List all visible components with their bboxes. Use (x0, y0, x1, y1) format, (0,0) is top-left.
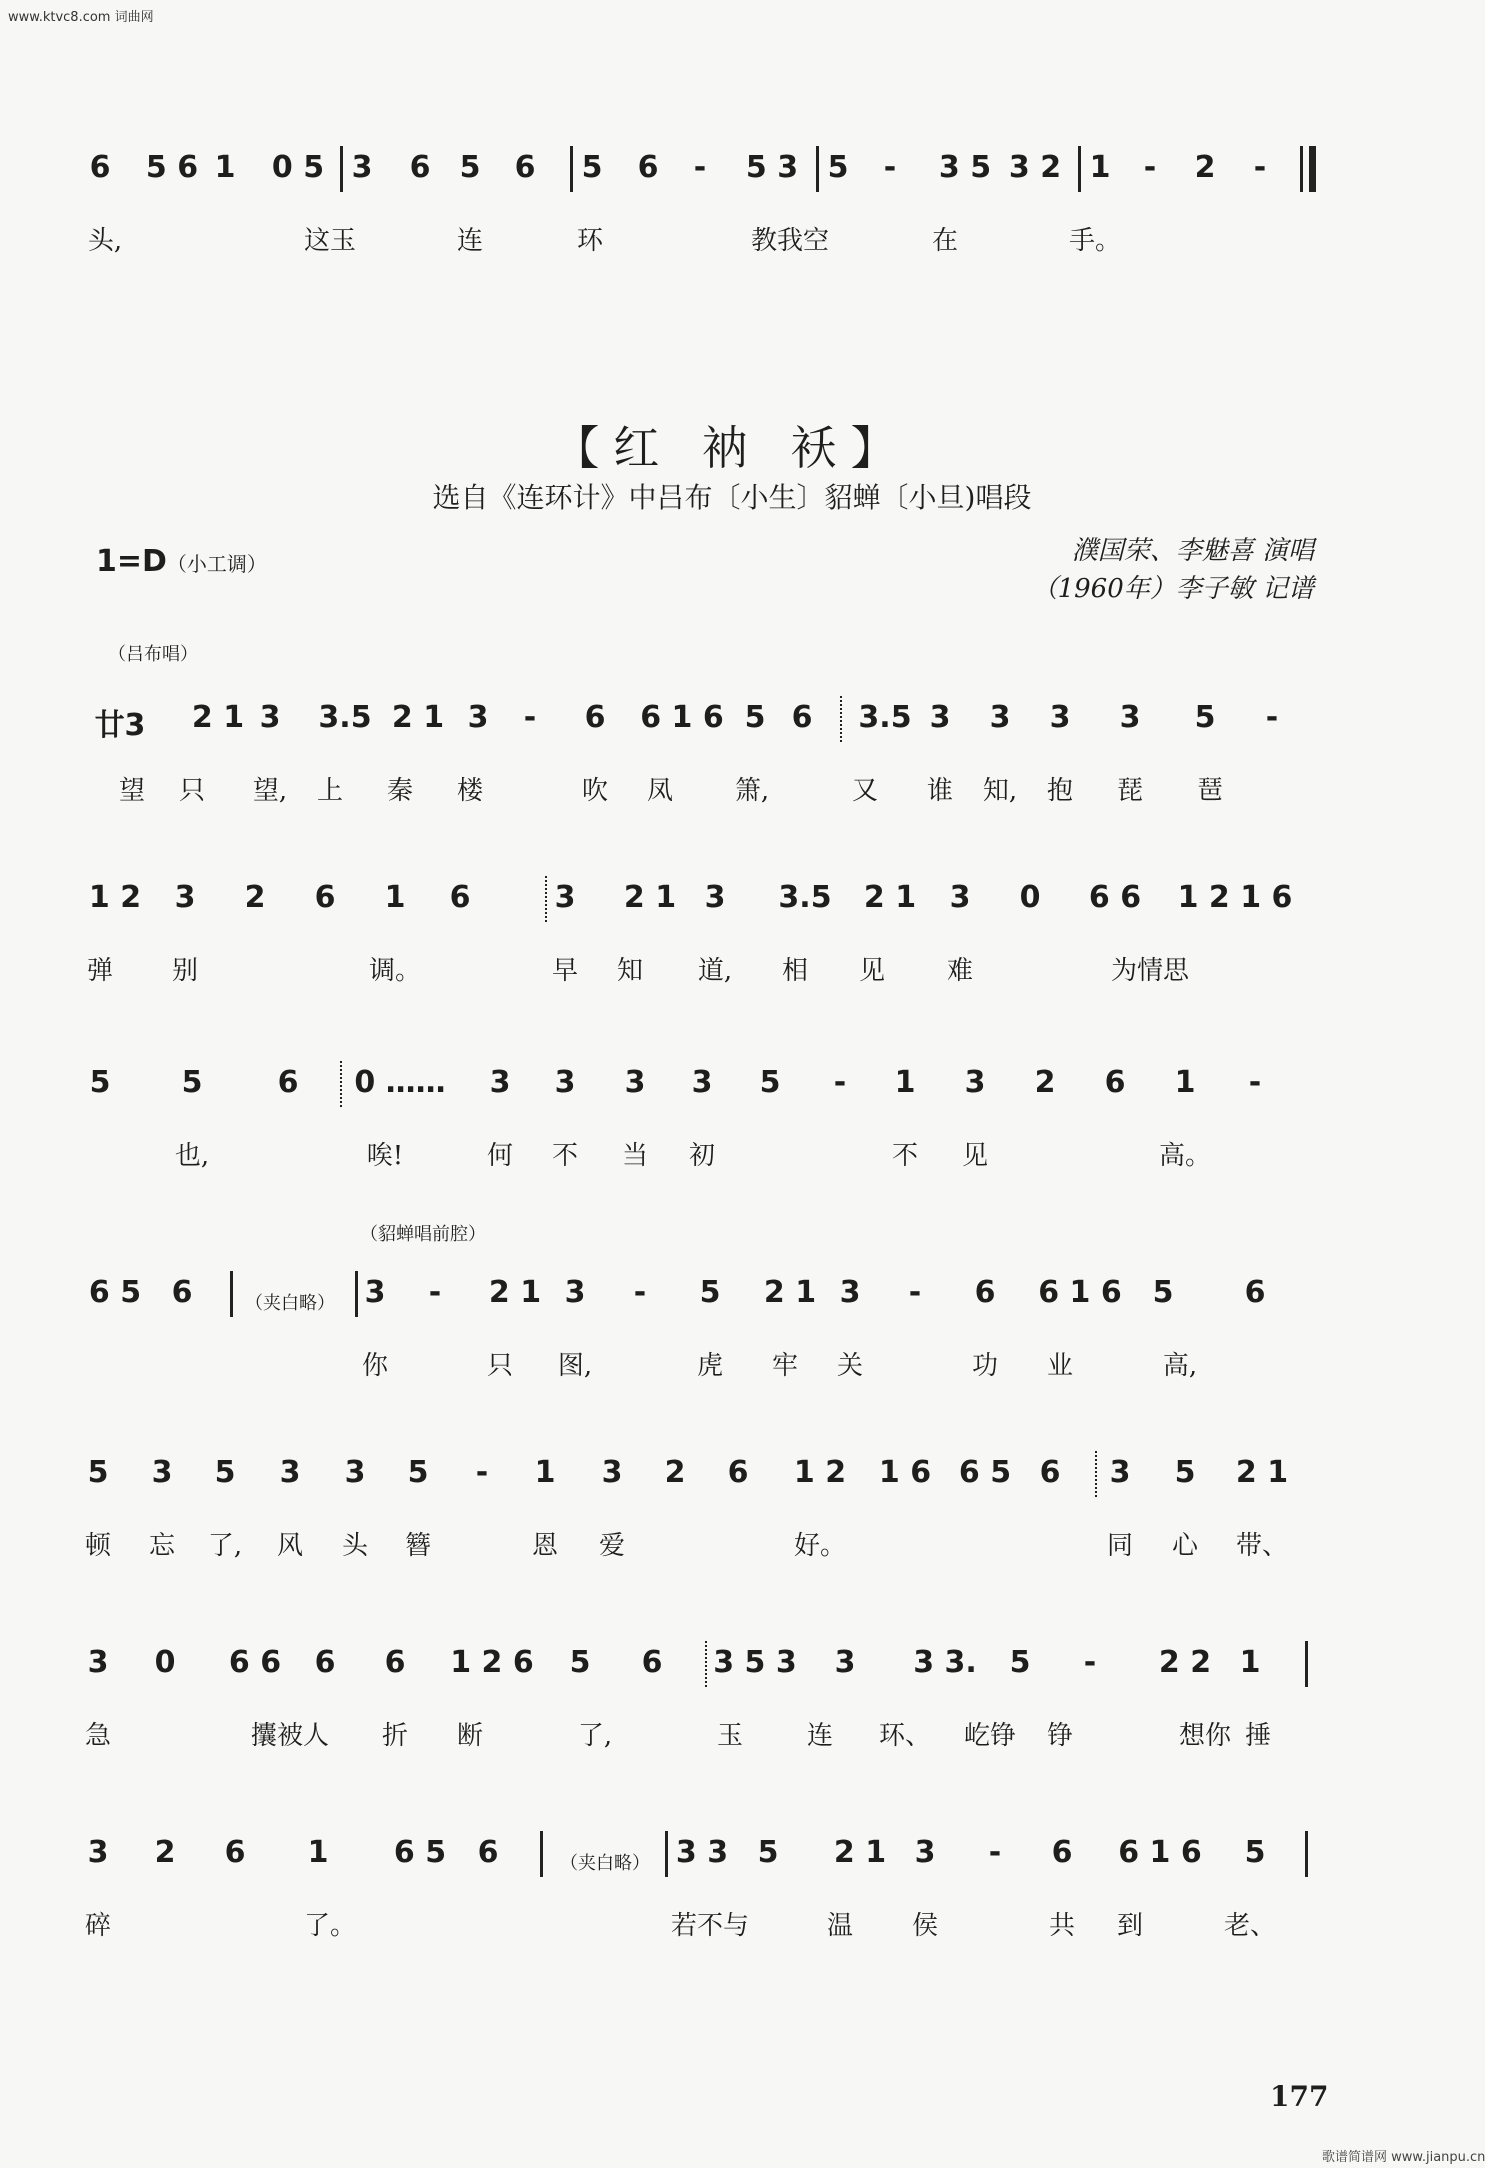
lyric: 别 (171, 956, 199, 986)
note: 5 (87, 1455, 109, 1490)
note: 3 (279, 1455, 301, 1490)
note: 3 (601, 1455, 623, 1490)
note: 6 (514, 150, 536, 185)
score-line-1 (0, 660, 1464, 806)
lyric: 到 (1116, 1911, 1144, 1941)
note: 2 1 (763, 1275, 817, 1310)
dialogue-omitted-mark: （夹白略） (245, 1293, 335, 1314)
note: 5 (581, 150, 603, 185)
note: 5 (214, 1455, 236, 1490)
note: 6 (477, 1835, 499, 1870)
note: 6 (1039, 1455, 1061, 1490)
lyric: 谁 (926, 776, 954, 806)
note: 5 (827, 150, 849, 185)
lyric: 知, (982, 776, 1018, 806)
note: 2 1 (191, 700, 245, 735)
note: 3 5 (938, 150, 992, 185)
score-line-7 (0, 1795, 1464, 1941)
note: 3 3 (675, 1835, 729, 1870)
score-line-2 (0, 840, 1464, 986)
note: - (428, 1275, 442, 1310)
dotted-barline (1095, 1451, 1099, 1497)
note: 3 (989, 700, 1011, 735)
note: 6 (314, 880, 336, 915)
lyric: 屹铮 (963, 1721, 1017, 1751)
note: 3 (704, 880, 726, 915)
note: 3 (467, 700, 489, 735)
note: - (523, 700, 537, 735)
dotted-barline (545, 876, 549, 922)
lyric: 想你 (1178, 1721, 1232, 1751)
lyric: 头 (341, 1531, 369, 1561)
note: 3 (1049, 700, 1071, 735)
lyric: 在 (931, 226, 959, 256)
lyric: 簪 (404, 1531, 432, 1561)
note: 3 (489, 1065, 511, 1100)
note: 廿3 (94, 708, 146, 743)
lyric: 连 (806, 1721, 834, 1751)
lyric: 上 (316, 776, 344, 806)
note: 6 (409, 150, 431, 185)
lyric: 高, (1162, 1351, 1198, 1381)
note: 6 (224, 1835, 246, 1870)
lyric: 心 (1171, 1531, 1199, 1561)
lyric: 攮被人 (250, 1721, 330, 1751)
note: 2 1 (833, 1835, 887, 1870)
note: 0 (154, 1645, 176, 1680)
note: 6 (449, 880, 471, 915)
score-line-4 (0, 1235, 1464, 1381)
note: 0 (1019, 880, 1041, 915)
lyric: 若不与 (670, 1911, 750, 1941)
note: - (1253, 150, 1267, 185)
note: 3 (174, 880, 196, 915)
lyric: 调。 (368, 956, 422, 986)
note: 6 6 (1088, 880, 1142, 915)
dotted-barline (840, 696, 844, 742)
note: 6 (89, 150, 111, 185)
note: 6 (384, 1645, 406, 1680)
barline (1305, 1641, 1308, 1687)
note: 5 (757, 1835, 779, 1870)
note: 3 (691, 1065, 713, 1100)
note: 3 (364, 1275, 386, 1310)
note: 1 2 (793, 1455, 847, 1490)
note: - (693, 150, 707, 185)
page-number: 177 (1270, 2080, 1329, 2113)
lyric: 琶 (1196, 776, 1224, 806)
key-value: 1=D (96, 544, 167, 579)
note: 1 (1239, 1645, 1261, 1680)
note: 1 (214, 150, 236, 185)
singer-mark: （吕布唱） (108, 644, 198, 665)
note: 1 6 (878, 1455, 932, 1490)
lyric: 恩 (531, 1531, 559, 1561)
lyric: 为情思 (1110, 956, 1190, 986)
score-line-5 (0, 1415, 1464, 1561)
note: 3 (564, 1275, 586, 1310)
note: 6 (727, 1455, 749, 1490)
lyric: 只 (486, 1351, 514, 1381)
note: 0 5 (271, 150, 325, 185)
lyric: 业 (1046, 1351, 1074, 1381)
note: 5 (744, 700, 766, 735)
lyric: 牢 (771, 1351, 799, 1381)
lyric: 见 (858, 956, 886, 986)
lyric: 弹 (86, 956, 114, 986)
lyric: 高。 (1158, 1141, 1212, 1171)
lyric: 共 (1048, 1911, 1076, 1941)
transcriber: （1960年）李子敏 记谱 (1031, 574, 1314, 604)
score-line-0 (0, 110, 1464, 256)
note: 5 (407, 1455, 429, 1490)
lyric: 环 (576, 226, 604, 256)
note: 1 2 (88, 880, 142, 915)
lyric: 顿 (84, 1531, 112, 1561)
note: - (988, 1835, 1002, 1870)
note: 2 1 (1235, 1455, 1289, 1490)
lyric: 虎 (696, 1351, 724, 1381)
note: 3 (87, 1645, 109, 1680)
lyric: 带、 (1235, 1531, 1289, 1561)
score-line-6 (0, 1605, 1464, 1751)
lyric: 折 (381, 1721, 409, 1751)
note: 3 (1119, 700, 1141, 735)
lyric: 又 (851, 776, 879, 806)
note: - (1083, 1645, 1097, 1680)
note: 6 (641, 1645, 663, 1680)
barline (816, 146, 819, 192)
barline (340, 146, 343, 192)
final-barline (1300, 146, 1303, 192)
lyric: 玉 (716, 1721, 744, 1751)
note: 3 (964, 1065, 986, 1100)
note: 3 (87, 1835, 109, 1870)
note: 5 (1009, 1645, 1031, 1680)
note: 2 (1194, 150, 1216, 185)
note: 3 2 (1008, 150, 1062, 185)
note: 1 (1089, 150, 1111, 185)
note: 6 1 6 (1038, 1275, 1122, 1310)
note: 5 (459, 150, 481, 185)
note: 2 (1034, 1065, 1056, 1100)
lyric: 不 (551, 1141, 579, 1171)
lyric: 风 (276, 1531, 304, 1561)
lyric: 唉! (366, 1141, 404, 1171)
note: 3 (344, 1455, 366, 1490)
note: 6 (637, 150, 659, 185)
barline (1078, 146, 1081, 192)
lyric: 箫, (734, 776, 770, 806)
note: 1 (894, 1065, 916, 1100)
note: - (1248, 1065, 1262, 1100)
performers: 濮国荣、李魅喜 演唱 (1071, 536, 1314, 566)
note: 3 (259, 700, 281, 735)
note: 2 (154, 1835, 176, 1870)
lyric: 了, (577, 1721, 613, 1751)
note: 5 (1174, 1455, 1196, 1490)
lyric: 只 (178, 776, 206, 806)
note: 6 (1051, 1835, 1073, 1870)
note: 3 (834, 1645, 856, 1680)
lyric: 道, (697, 956, 733, 986)
note: 3.5 (858, 700, 912, 735)
note: 3 (839, 1275, 861, 1310)
lyric: 温 (826, 1911, 854, 1941)
note: 6 5 (393, 1835, 447, 1870)
note: 3 (1109, 1455, 1131, 1490)
note: - (1265, 700, 1279, 735)
note: 5 (699, 1275, 721, 1310)
barline (230, 1271, 233, 1317)
lyric: 侯 (911, 1911, 939, 1941)
note: 3 (351, 150, 373, 185)
note: 5 (569, 1645, 591, 1680)
barline (540, 1831, 543, 1877)
note: 3 (914, 1835, 936, 1870)
note: 0 …… (354, 1065, 446, 1100)
note: 6 1 6 (1118, 1835, 1202, 1870)
note: - (908, 1275, 922, 1310)
lyric: 相 (781, 956, 809, 986)
watermark-bottom-right: 歌谱简谱网 www.jianpu.cn (1322, 2150, 1485, 2165)
lyric: 断 (456, 1721, 484, 1751)
lyric: 教我空 (750, 226, 830, 256)
note: 6 6 (228, 1645, 282, 1680)
lyric: 楼 (456, 776, 484, 806)
note: - (475, 1455, 489, 1490)
lyric: 碎 (84, 1911, 112, 1941)
watermark-top-left: www.ktvc8.com 词曲网 (8, 10, 154, 25)
note: 6 (1104, 1065, 1126, 1100)
lyric: 头, (87, 226, 123, 256)
note: 5 (1152, 1275, 1174, 1310)
note: 6 (314, 1645, 336, 1680)
note: 3 (554, 1065, 576, 1100)
lyric: 功 (971, 1351, 999, 1381)
note: 3 (624, 1065, 646, 1100)
note: - (633, 1275, 647, 1310)
note: 5 (1194, 700, 1216, 735)
note: 6 (171, 1275, 193, 1310)
note: 2 2 (1158, 1645, 1212, 1680)
lyric: 好。 (793, 1531, 847, 1561)
note: 5 3 (745, 150, 799, 185)
note: 6 5 (958, 1455, 1012, 1490)
note: 6 (974, 1275, 996, 1310)
barline (355, 1271, 358, 1317)
lyric: 望, (252, 776, 288, 806)
note: 1 (534, 1455, 556, 1490)
lyric: 连 (456, 226, 484, 256)
lyric: 何 (486, 1141, 514, 1171)
note: 1 (384, 880, 406, 915)
barline (570, 146, 573, 192)
lyric: 手。 (1068, 226, 1122, 256)
lyric: 见 (961, 1141, 989, 1171)
lyric: 知 (616, 956, 644, 986)
note: 1 2 6 (450, 1645, 534, 1680)
note: - (833, 1065, 847, 1100)
note: 3 5 3 (713, 1645, 797, 1680)
lyric: 也, (174, 1141, 210, 1171)
lyric: 同 (1106, 1531, 1134, 1561)
lyric: 爱 (598, 1531, 626, 1561)
note: 3 3. (913, 1645, 977, 1680)
lyric: 你 (361, 1351, 389, 1381)
key-signature (96, 544, 267, 579)
note: - (1143, 150, 1157, 185)
lyric: 抱 (1046, 776, 1074, 806)
lyric: 琵 (1116, 776, 1144, 806)
piece-subtitle: 选自《连环计》中吕布〔小生〕貂蝉〔小旦)唱段 (432, 481, 1032, 514)
note: 3 (151, 1455, 173, 1490)
note: 5 (181, 1065, 203, 1100)
note: 2 1 (488, 1275, 542, 1310)
note: 6 5 (88, 1275, 142, 1310)
note: 5 (89, 1065, 111, 1100)
note: 6 (791, 700, 813, 735)
note: 2 1 (623, 880, 677, 915)
lyric: 早 (551, 956, 579, 986)
lyric: 凤 (646, 776, 674, 806)
lyric: 铮 (1046, 1721, 1074, 1751)
lyric: 秦 (386, 776, 414, 806)
note: 3 (554, 880, 576, 915)
final-barline-thick (1309, 146, 1316, 192)
note: 5 (759, 1065, 781, 1100)
lyric: 关 (836, 1351, 864, 1381)
note: 6 (277, 1065, 299, 1100)
piece-title: 【红 衲 袄】 (553, 421, 911, 475)
lyric: 当 (621, 1141, 649, 1171)
lyric: 了。 (303, 1911, 357, 1941)
lyric: 捶 (1244, 1721, 1272, 1751)
note: 6 (1244, 1275, 1266, 1310)
lyric: 了, (207, 1531, 243, 1561)
note: 1 2 1 6 (1177, 880, 1293, 915)
note: 2 1 (863, 880, 917, 915)
note: 5 (1244, 1835, 1266, 1870)
lyric: 这玉 (303, 226, 357, 256)
note: 6 1 6 (640, 700, 724, 735)
dotted-barline (340, 1061, 344, 1107)
note: 2 (244, 880, 266, 915)
note: 6 (584, 700, 606, 735)
lyric: 图, (557, 1351, 593, 1381)
lyric: 急 (84, 1721, 112, 1751)
singer-mark: （貂蝉唱前腔） (360, 1224, 486, 1245)
lyric: 不 (891, 1141, 919, 1171)
lyric: 环、 (878, 1721, 932, 1751)
note: 3 (929, 700, 951, 735)
score-line-3 (0, 1025, 1464, 1171)
note: 5 6 (145, 150, 199, 185)
note: 2 1 (391, 700, 445, 735)
lyric: 初 (688, 1141, 716, 1171)
barline (665, 1831, 668, 1877)
note: 1 (1174, 1065, 1196, 1100)
lyric: 老、 (1223, 1911, 1277, 1941)
dotted-barline (705, 1641, 709, 1687)
note: 3.5 (318, 700, 372, 735)
lyric: 难 (946, 956, 974, 986)
lyric: 望 (118, 776, 146, 806)
note: - (883, 150, 897, 185)
dialogue-omitted-mark: （夹白略） (560, 1853, 650, 1874)
note: 2 (664, 1455, 686, 1490)
barline (1305, 1831, 1308, 1877)
lyric: 吹 (581, 776, 609, 806)
key-mode: （小工调） (166, 552, 267, 576)
credits (1032, 532, 1314, 608)
lyric: 忘 (148, 1531, 176, 1561)
note: 3.5 (778, 880, 832, 915)
note: 1 (307, 1835, 329, 1870)
note: 3 (949, 880, 971, 915)
